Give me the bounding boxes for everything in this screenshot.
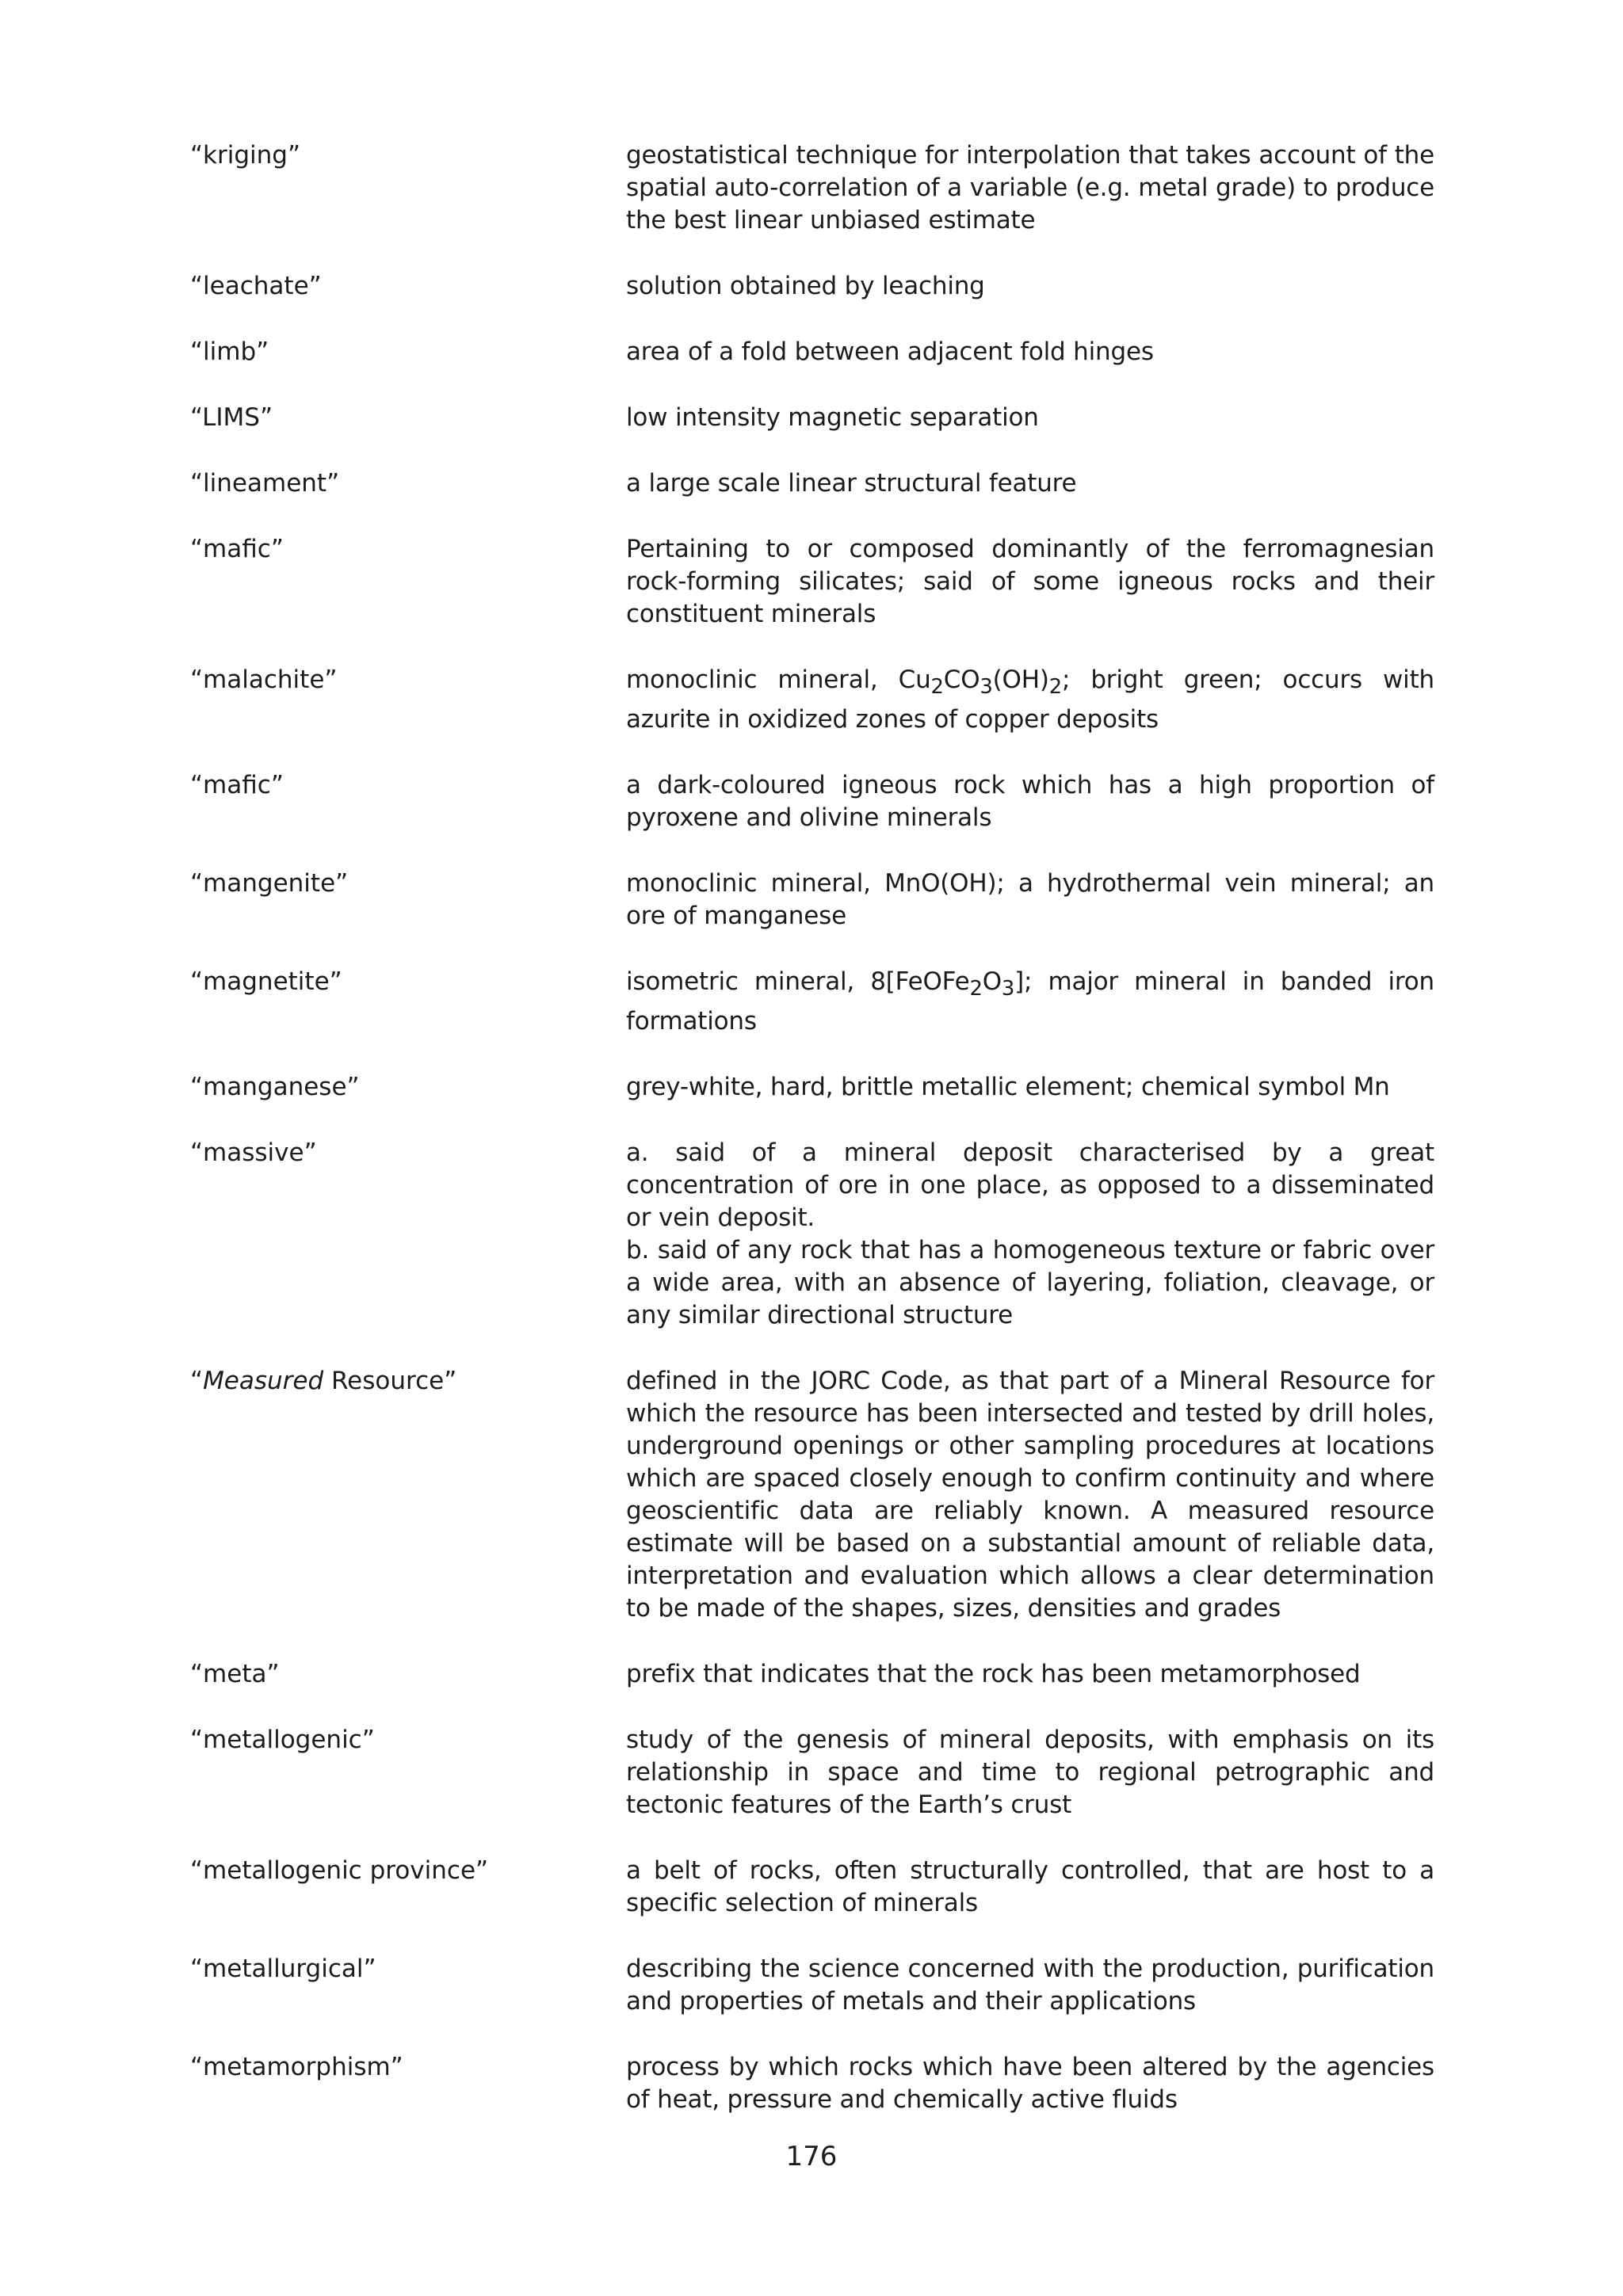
term-italic: Measured xyxy=(203,1367,324,1396)
definition-text: CO xyxy=(943,666,980,694)
glossary-definition: area of a fold between adjacent fold hinges xyxy=(626,338,1154,366)
term-quote: “ xyxy=(190,1367,204,1396)
glossary-term: “mafic” xyxy=(190,771,284,800)
glossary-term: “malachite” xyxy=(190,666,338,694)
glossary-definition: describing the science concerned with the production, purification and properties of metals and their applications xyxy=(626,1955,1434,2016)
glossary-term: “leachate” xyxy=(190,272,322,300)
definition-part-a: a. said of a mineral deposit characterised by a great concentration of ore in one place, as opposed to a disseminated or vein deposit. xyxy=(626,1138,1434,1233)
glossary-term: “LIMS” xyxy=(190,403,273,432)
glossary-definition: grey-white, hard, brittle metallic element; chemical symbol Mn xyxy=(626,1073,1390,1102)
definition-text: O xyxy=(982,967,1002,997)
glossary-entry xyxy=(190,1724,1434,1821)
glossary-term xyxy=(190,1365,626,1398)
glossary-term: “mangenite” xyxy=(190,869,349,898)
glossary-definition: process by which rocks which have been altered by the agencies of heat, pressure and chemically active fluids xyxy=(626,2053,1434,2115)
glossary-term: “metallogenic” xyxy=(190,1726,375,1755)
glossary-entry xyxy=(190,1071,1434,1104)
glossary-term: “mafic” xyxy=(190,535,284,563)
glossary-definition: solution obtained by leaching xyxy=(626,272,985,300)
glossary-entry xyxy=(190,2051,1434,2116)
glossary-definition xyxy=(626,966,1434,1038)
glossary-entry xyxy=(190,1658,1434,1691)
glossary-term: “meta” xyxy=(190,1660,280,1689)
glossary-term: “lineament” xyxy=(190,469,340,498)
glossary-definition: study of the genesis of mineral deposits, with emphasis on its relationship in space and time to regional petrographic and tectonic features of the Earth’s crust xyxy=(626,1726,1434,1820)
glossary-definition: low intensity magnetic separation xyxy=(626,403,1039,432)
definition-text: isometric mineral, 8[FeOFe xyxy=(626,967,970,997)
glossary-entry xyxy=(190,868,1434,933)
glossary-entry xyxy=(190,467,1434,500)
glossary-entry xyxy=(190,1365,1434,1625)
glossary-term: “massive” xyxy=(190,1138,317,1168)
glossary-entry xyxy=(190,769,1434,834)
glossary-term: “limb” xyxy=(190,338,269,366)
glossary-entry xyxy=(190,336,1434,368)
glossary-entry xyxy=(190,139,1434,237)
glossary-entry xyxy=(190,1855,1434,1920)
glossary-term: “metallogenic province” xyxy=(190,1856,489,1886)
glossary-definition: a large scale linear structural feature xyxy=(626,469,1077,498)
glossary-definition: a dark-coloured igneous rock which has a high proportion of pyroxene and olivine minerals xyxy=(626,771,1434,833)
glossary-definition: Pertaining to or composed dominantly of the ferromagnesian rock-forming silicates; said of some igneous rocks and their constituent minerals xyxy=(626,535,1434,628)
glossary-term: “metallurgical” xyxy=(190,1955,376,1984)
glossary-list xyxy=(190,139,1434,2149)
definition-text: ]; major mineral in banded iron formations xyxy=(626,967,1435,1036)
subscript: 2 xyxy=(1048,675,1062,700)
glossary-entry xyxy=(190,1137,1434,1332)
glossary-entry xyxy=(190,533,1434,631)
glossary-definition: a belt of rocks, often structurally controlled, that are host to a specific selection of minerals xyxy=(626,1856,1434,1918)
glossary-entry xyxy=(190,1953,1434,2018)
glossary-definition xyxy=(626,1137,1434,1332)
term-rest: Resource” xyxy=(323,1367,457,1396)
glossary-term: “magnetite” xyxy=(190,967,342,997)
glossary-definition: geostatistical technique for interpolation that takes account of the spatial auto-correlation of a variable (e.g. metal grade) to produce the best linear unbiased estimate xyxy=(626,141,1434,235)
glossary-definition xyxy=(626,664,1434,736)
subscript: 2 xyxy=(930,675,944,700)
glossary-term: “manganese” xyxy=(190,1073,360,1102)
glossary-definition: prefix that indicates that the rock has been metamorphosed xyxy=(626,1660,1361,1689)
glossary-definition: monoclinic mineral, MnO(OH); a hydrothermal vein mineral; an ore of manganese xyxy=(626,869,1434,931)
subscript: 3 xyxy=(980,675,993,700)
glossary-term: “metamorphism” xyxy=(190,2053,403,2082)
definition-text: ; bright green; occurs with azurite in oxidized zones of copper deposits xyxy=(626,666,1434,734)
subscript: 2 xyxy=(969,977,983,1001)
glossary-entry xyxy=(190,402,1434,434)
definition-text: monoclinic mineral, Cu xyxy=(626,666,931,694)
page-number: 176 xyxy=(785,2141,838,2172)
glossary-term: “kriging” xyxy=(190,141,301,170)
definition-part-b: b. said of any rock that has a homogeneous texture or fabric over a wide area, with an absence of layering, foliation, cleavage, or any similar directional structure xyxy=(626,1236,1434,1330)
definition-text: (OH) xyxy=(992,666,1049,694)
glossary-entry xyxy=(190,270,1434,303)
glossary-entry xyxy=(190,966,1434,1038)
glossary-entry xyxy=(190,664,1434,736)
glossary-definition: defined in the JORC Code, as that part of a Mineral Resource for which the resource has been intersected and tested by drill holes, underground openings or other sampling procedures at locations which are spaced closely enough to confirm continuity and where geoscientific data are reliably known. A measured resource estimate will be based on a substantial amount of reliable data, interpretation and evaluation which allows a clear determination to be made of the shapes, sizes, densities and grades xyxy=(626,1367,1434,1623)
subscript: 3 xyxy=(1001,977,1015,1001)
